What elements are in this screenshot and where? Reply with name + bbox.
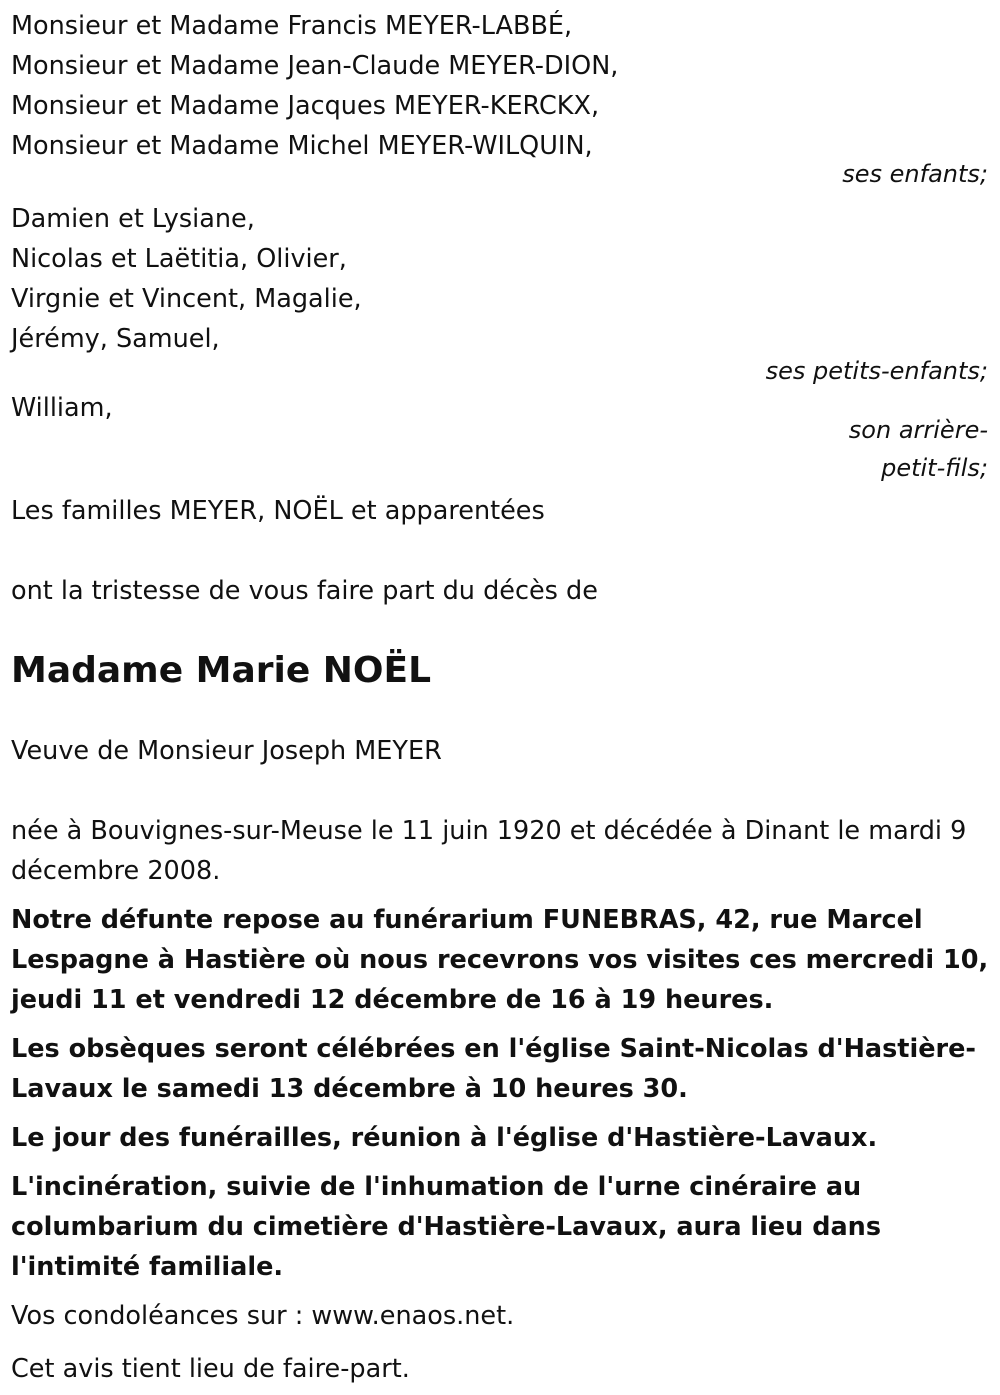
- children-list: [11, 6, 990, 166]
- grandchild-line: Virgnie et Vincent, Magalie,: [11, 284, 362, 314]
- grandchild-line: Jérémy, Samuel,: [11, 324, 220, 354]
- meeting: Le jour des funérailles, réunion à l'église d'Hastière-Lavaux.: [11, 1123, 878, 1153]
- grandchildren-list: [11, 199, 990, 359]
- visitation: Notre défunte repose au funérarium FUNEBRAS, 42, rue Marcel Lespagne à Hastière où nous recevrons vos visites ces mercredi 10, jeudi 11 et vendredi 12 décembre de 16 à 19 heures.: [11, 905, 989, 1015]
- condolences: Vos condoléances sur : www.enaos.net.: [11, 1301, 515, 1331]
- families: Les familles MEYER, NOËL et apparentées: [11, 496, 545, 526]
- grandchild-line: Nicolas et Laëtitia, Olivier,: [11, 244, 347, 274]
- announcement: ont la tristesse de vous faire part du décès de: [11, 576, 598, 606]
- child-line: Monsieur et Madame Jacques MEYER-KERCKX,: [11, 91, 600, 121]
- child-line: Monsieur et Madame Michel MEYER-WILQUIN,: [11, 131, 593, 161]
- grandchildren-label: ses petits-enfants;: [765, 357, 988, 385]
- child-line: Monsieur et Madame Francis MEYER-LABBÉ,: [11, 11, 573, 41]
- funeral: Les obsèques seront célébrées en l'église Saint-Nicolas d'Hastière-Lavaux le samedi 13 décembre à 10 heures 30.: [11, 1034, 976, 1104]
- great-grandchild: William,: [11, 393, 113, 423]
- cremation: L'incinération, suivie de l'inhumation de l'urne cinéraire au columbarium du cimetière d'Hastière-Lavaux, aura lieu dans l'intimité familiale.: [11, 1172, 882, 1282]
- notice: Cet avis tient lieu de faire-part.: [11, 1354, 410, 1384]
- great-grandchild-label-1: son arrière-: [848, 416, 988, 444]
- child-line: Monsieur et Madame Jean-Claude MEYER-DION,: [11, 51, 619, 81]
- deceased-name: Madame Marie NOËL: [11, 650, 432, 691]
- widow-of: Veuve de Monsieur Joseph MEYER: [11, 736, 442, 766]
- children-label: ses enfants;: [842, 160, 988, 188]
- grandchild-line: Damien et Lysiane,: [11, 204, 255, 234]
- birth-death: née à Bouvignes-sur-Meuse le 11 juin 1920 et décédée à Dinant le mardi 9 décembre 2008.: [11, 816, 967, 886]
- great-grandchild-label-2: petit-fils;: [881, 454, 988, 482]
